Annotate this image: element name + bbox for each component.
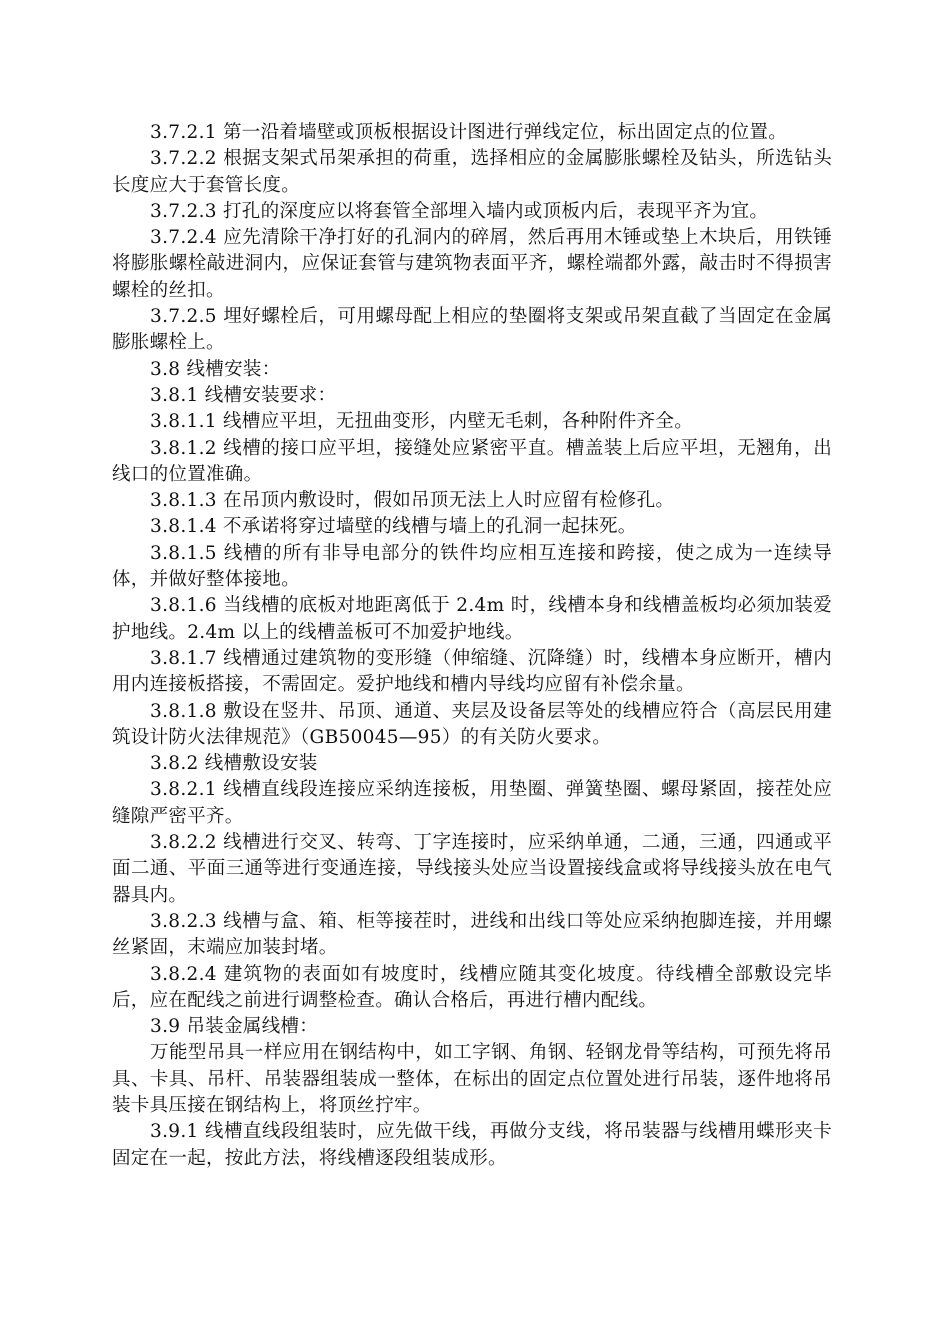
paragraph-3-7-2-2: 3.7.2.2 根据支架式吊架承担的荷重，选择相应的金属膨胀螺栓及钻头，所选钻头长度应大于套管长度。 xyxy=(112,148,832,196)
section-heading-3-8: 3.8 线槽安装： xyxy=(150,358,281,380)
paragraph-3-8-1-1: 3.8.1.1 线槽应平坦，无扭曲变形，内壁无毛刺，各种附件齐全。 xyxy=(150,411,694,433)
paragraph-3-8-1-3: 3.8.1.3 在吊顶内敷设时，假如吊顶无法上人时应留有检修孔。 xyxy=(150,490,675,512)
paragraph-3-8-2-3: 3.8.2.3 线槽与盒、箱、柜等接茬时，进线和出线口等处应采纳抱脚连接，并用螺丝紧固，末端应加装封堵。 xyxy=(112,910,832,959)
paragraph-3-7-2-3: 3.7.2.3 打孔的深度应以将套管全部埋入墙内或顶板内后，表现平齐为宜。 xyxy=(150,200,769,222)
paragraph-3-8-1-6: 3.8.1.6 当线槽的底板对地距离低于 2.4m 时，线槽本身和线槽盖板均必须加装爱护地线。2.4m 以上的线槽盖板可不加爱护地线。 xyxy=(112,595,832,643)
paragraph-3-7-2-5: 3.7.2.5 埋好螺栓后，可用螺母配上相应的垫圈将支架或吊架直截了当固定在金属膨胀螺栓上。 xyxy=(112,306,832,354)
paragraph-3-8-1-8: 3.8.1.8 敷设在竖井、吊顶、通道、夹层及设备层等处的线槽应符合（高层民用建筑设计防火法律规范》（GB50045—95）的有关防火要求。 xyxy=(112,700,832,748)
paragraph-3-7-2-1: 3.7.2.1 第一沿着墙壁或顶板根据设计图进行弹线定位，标出固定点的位置。 xyxy=(150,122,788,143)
subsection-heading-3-8-2: 3.8.2 线槽敷设安装 xyxy=(150,753,318,775)
paragraph-3-8-1-7: 3.8.1.7 线槽通过建筑物的变形缝（伸缩缝、沉降缝）时，线槽本身应断开，槽内用内连接板搭接，不需固定。爱护地线和槽内导线均应留有补偿余量。 xyxy=(112,647,832,696)
section-heading-3-9: 3.9 吊装金属线槽： xyxy=(150,1016,319,1038)
paragraph-3-8-2-4: 3.8.2.4 建筑物的表面如有坡度时，线槽应随其变化坡度。待线槽全部敷设完毕后，应在配线之前进行调整检查。确认合格后，再进行槽内配线。 xyxy=(112,963,832,1011)
paragraph-3-8-2-1: 3.8.2.1 线槽直线段连接应采纳连接板，用垫圈、弹簧垫圈、螺母紧固，接茬处应缝隙严密平齐。 xyxy=(112,779,832,827)
paragraph-3-8-1-2: 3.8.1.2 线槽的接口应平坦，接缝处应紧密平直。槽盖装上后应平坦，无翘角，出线口的位置准确。 xyxy=(112,437,832,485)
paragraph-3-8-1-5: 3.8.1.5 线槽的所有非导电部分的铁件均应相互连接和跨接，使之成为一连续导体，并做好整体接地。 xyxy=(112,542,832,591)
paragraph-3-9-intro: 万能型吊具一样应用在钢结构中，如工字钢、角钢、轻钢龙骨等结构，可预先将吊具、卡具、吊杆、吊装器组装成一整体，在标出的固定点位置处进行吊装，逐件地将吊装卡具压接在钢结构上，将顶丝拧牢。 xyxy=(112,1042,832,1116)
paragraph-3-8-1-4: 3.8.1.4 不承诺将穿过墙壁的线槽与墙上的孔洞一起抹死。 xyxy=(150,516,637,538)
paragraph-3-7-2-4: 3.7.2.4 应先清除干净打好的孔洞内的碎屑，然后再用木锤或垫上木块后，用铁锤将膨胀螺栓敲进洞内，应保证套管与建筑物表面平齐，螺栓端都外露，敲击时不得损害螺栓的丝扣。 xyxy=(112,227,832,301)
paragraph-3-9-1: 3.9.1 线槽直线段组装时，应先做干线，再做分支线，将吊装器与线槽用蝶形夹卡固定在一起，按此方法，将线槽逐段组装成形。 xyxy=(112,1121,832,1169)
paragraph-3-8-2-2: 3.8.2.2 线槽进行交叉、转弯、丁字连接时，应采纳单通，二通，三通，四通或平面二通、平面三通等进行变通连接，导线接头处应当设置接线盒或将导线接头放在电气器具内。 xyxy=(112,832,832,906)
subsection-heading-3-8-1: 3.8.1 线槽安装要求： xyxy=(150,384,337,406)
document-body xyxy=(112,120,832,1172)
